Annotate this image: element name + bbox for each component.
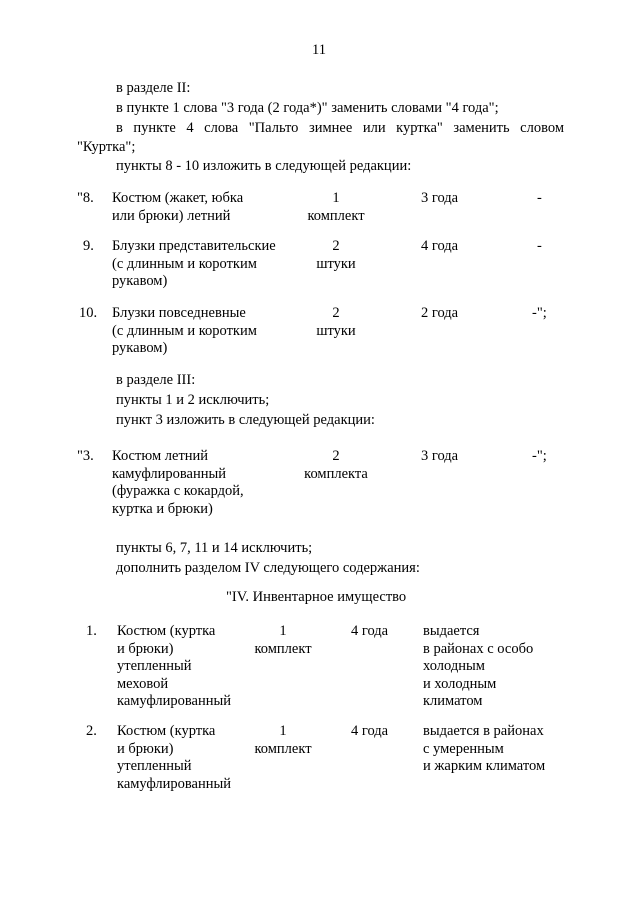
row-name: Костюм (жакет, юбка или брюки) летний (112, 190, 244, 224)
row-note: выдается в районах с особо холодным и холодным климатом (423, 623, 534, 709)
row-name: Костюм летний камуфлированный (фуражка с кокардой, куртка и брюки) (112, 448, 244, 517)
row-number: 9. (83, 238, 94, 254)
row-note: -"; (532, 448, 547, 464)
row-quantity: 2 комплекта (304, 448, 368, 482)
page-number: 11 (312, 42, 326, 58)
row-number: 1. (86, 623, 97, 639)
paragraph-item-4-line2: "Куртка"; (77, 139, 136, 155)
section-4-intro-line-2: дополнить разделом IV следующего содержания: (116, 560, 420, 576)
row-number: 10. (79, 305, 98, 321)
section-4-title: "IV. Инвентарное имущество (226, 589, 407, 605)
row-term: 4 года (351, 723, 389, 739)
row-quantity: 1 комплект (254, 723, 312, 757)
row-name: Блузки повседневные (с длинным и коротким рукавом) (112, 305, 257, 356)
section-3-line-1: пункты 1 и 2 исключить; (116, 392, 270, 408)
paragraph-items-8-10: пункты 8 - 10 изложить в следующей редакции: (116, 158, 412, 174)
row-number: 2. (86, 723, 97, 739)
row-term: 3 года (421, 448, 459, 464)
row-term: 4 года (351, 623, 389, 639)
row-term: 2 года (421, 305, 459, 321)
row-name: Костюм (куртка и брюки) утепленный меховой камуфлированный (117, 623, 231, 709)
row-note: выдается в районах с умеренным и жарким климатом (423, 723, 546, 774)
section-3-heading: в разделе III: (116, 372, 196, 388)
row-note: - (537, 190, 542, 206)
row-name: Блузки представительские (с длинным и коротким рукавом) (112, 238, 276, 289)
paragraph-item-4-line1: в пункте 4 слова "Пальто зимнее или куртка" заменить словом (116, 120, 564, 136)
section-3-line-2: пункт 3 изложить в следующей редакции: (116, 412, 375, 428)
row-number: "8. (77, 190, 94, 206)
section-4-intro-line-1: пункты 6, 7, 11 и 14 исключить; (116, 540, 313, 556)
row-note: -"; (532, 305, 547, 321)
row-quantity: 1 комплект (307, 190, 365, 224)
row-quantity: 2 штуки (316, 305, 356, 339)
paragraph-item-1: в пункте 1 слова "3 года (2 года*)" заменить словами "4 года"; (116, 100, 499, 116)
row-name: Костюм (куртка и брюки) утепленный камуфлированный (117, 723, 231, 792)
row-note: - (537, 238, 542, 254)
row-term: 4 года (421, 238, 459, 254)
row-term: 3 года (421, 190, 459, 206)
section-2-heading: в разделе II: (116, 80, 191, 96)
row-quantity: 1 комплект (254, 623, 312, 657)
row-number: "3. (77, 448, 94, 464)
row-quantity: 2 штуки (316, 238, 356, 272)
